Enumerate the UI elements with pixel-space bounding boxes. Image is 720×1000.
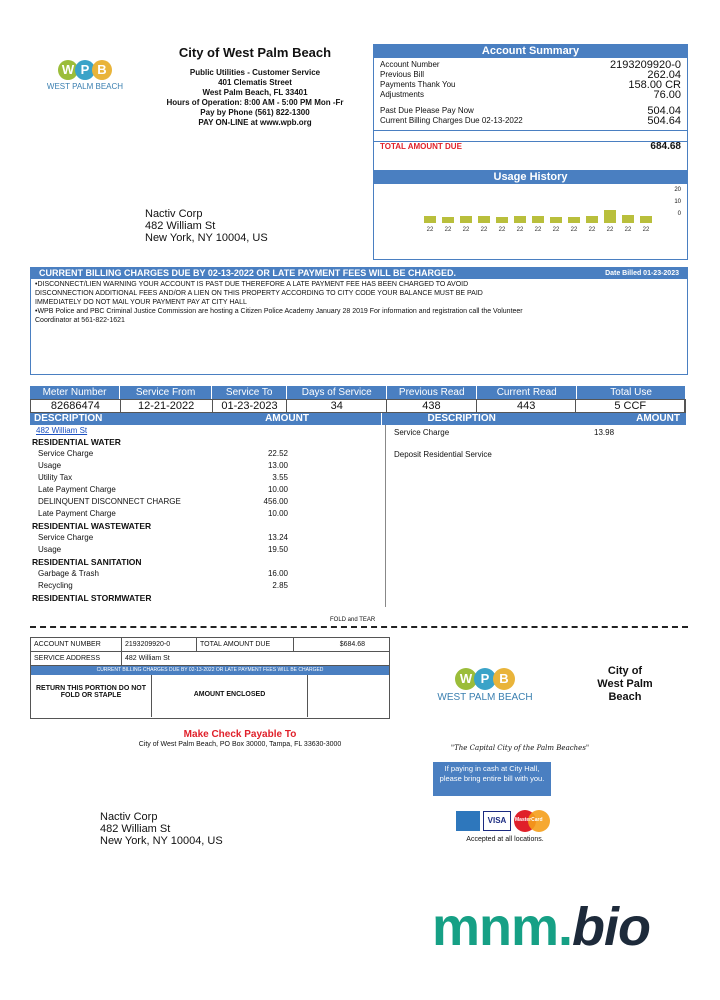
city-title: City of West Palm Beach — [178, 45, 332, 60]
usage-tick-label: 20 — [674, 187, 681, 193]
desc-header-right: DESCRIPTION — [381, 413, 541, 425]
stub-city-wpb: West Palm Beach — [597, 678, 653, 703]
logo-circle-b: B — [92, 60, 112, 80]
usage-bar-label: 22 — [480, 227, 488, 233]
summary-label: Previous Bill — [380, 70, 425, 79]
usage-bar-label: 22 — [534, 227, 542, 233]
payment-cards — [456, 810, 550, 832]
summary-row — [374, 60, 687, 70]
customer-address — [145, 208, 268, 244]
street-line: 401 Clematis Street — [218, 78, 292, 87]
stub-addr-value: 482 William St — [125, 655, 170, 662]
charge-label: Late Payment Charge — [38, 509, 116, 518]
brand-part1: mnm. — [432, 897, 573, 957]
stub-banner: CURRENT BILLING CHARGES DUE BY 02-13-2022 OR LATE PAYMENT FEES WILL BE CHARGED — [31, 666, 389, 675]
payable-address: City of West Palm Beach, PO Box 30000, Tampa, FL 33630-3000 — [138, 741, 342, 748]
usage-bar-label: 22 — [624, 227, 632, 233]
charge-line-item — [30, 580, 385, 592]
usage-bar — [568, 217, 580, 223]
summary-due-row — [374, 106, 687, 116]
summary-value: 76.00 — [653, 89, 681, 101]
total-due-value: 684.68 — [650, 141, 681, 152]
usage-history-box — [373, 170, 688, 260]
usage-bar-label: 22 — [498, 227, 506, 233]
summary-value: 262.04 — [647, 69, 681, 81]
meter-header-cell: Meter Number — [30, 386, 120, 399]
charge-label: Utility Tax — [38, 473, 73, 482]
summary-label: Payments Thank You — [380, 80, 456, 89]
meter-value-cell: 34 — [287, 400, 387, 412]
desc-header-left: DESCRIPTION — [34, 413, 103, 424]
return-text: RETURN THIS PORTION DO NOT FOLD OR STAPLE — [31, 675, 152, 717]
right-charge-label: Deposit Residential Service — [394, 450, 492, 459]
meter-value-cell: 82686474 — [31, 400, 121, 412]
charge-amount: 16.00 — [267, 569, 288, 578]
meter-value-cell: 438 — [387, 400, 477, 412]
wpb-logo-stub — [425, 668, 545, 703]
charge-label: Usage — [38, 545, 62, 554]
usage-bar-label: 22 — [516, 227, 524, 233]
stub-acct-label: ACCOUNT NUMBER — [31, 638, 122, 651]
stub-customer-name: Nactiv Corp — [100, 811, 158, 823]
wpb-logo-top — [35, 60, 135, 91]
stub-customer-street: 482 William St — [100, 823, 171, 835]
meter-value-cell: 01-23-2023 — [213, 400, 288, 412]
usage-bar — [586, 216, 598, 224]
usage-bar — [532, 216, 544, 223]
amex-icon — [456, 811, 480, 831]
charge-line-item — [30, 448, 385, 460]
stub-logo-circle-p: P — [474, 668, 496, 690]
usage-bar — [550, 217, 562, 223]
visa-icon: VISA — [483, 811, 511, 831]
accepted-note: Accepted at all locations. — [466, 836, 544, 843]
usage-bar-label: 22 — [552, 227, 560, 233]
stub-logo-circle-w: W — [455, 668, 477, 690]
summary-due-value: 504.64 — [647, 115, 681, 127]
charge-label: Usage — [38, 461, 62, 470]
cash-note: If paying in cash at City Hall, please bring entire bill with you. — [433, 762, 551, 796]
date-billed: Date Billed 01-23-2023 — [605, 270, 679, 277]
charge-line-item — [30, 460, 385, 472]
service-address-link[interactable]: 482 William St — [36, 426, 88, 435]
usage-bar — [514, 216, 526, 224]
notice-line: •WPB Police and PBC Criminal Justice Commission are hosting a Citizen Police Academy January 28 2019 For information and registration call the Volunteer — [35, 308, 523, 315]
notice-line: DISCONNECTION ADDITIONAL FEES AND/OR A LIEN ON THIS PROPERTY ACCORDING TO CITY CODE YOUR BALANCE MUST BE PAID — [35, 290, 483, 297]
meter-value-cell: 12-21-2022 — [121, 400, 213, 412]
summary-label: Account Number — [380, 60, 440, 69]
meter-header-cell: Service From — [120, 386, 212, 399]
meter-header-cell: Total Use — [577, 386, 686, 399]
meter-value-cell: 443 — [477, 400, 577, 412]
charge-line-item — [30, 532, 385, 544]
stub-logo-circle-b: B — [493, 668, 515, 690]
charge-category: RESIDENTIAL WASTEWATER — [32, 521, 152, 531]
amount-header-right: AMOUNT — [636, 413, 680, 424]
notice-line: IMMEDIATELY DO NOT MAIL YOUR PAYMENT PAY AT CITY HALL — [35, 299, 247, 306]
charge-line-item — [30, 544, 385, 556]
total-due-label: TOTAL AMOUNT DUE — [380, 142, 462, 151]
charge-line-item — [30, 508, 385, 520]
brand-watermark — [432, 896, 650, 958]
fold-text: FOLD and TEAR — [330, 617, 376, 623]
usage-bar — [424, 216, 436, 224]
brand-part2: bio — [572, 897, 651, 957]
amount-enclosed-field[interactable] — [308, 675, 389, 717]
charge-label: Recycling — [38, 581, 73, 590]
meter-header-cell: Current Read — [477, 386, 577, 399]
stub-total-label: TOTAL AMOUNT DUE — [197, 638, 294, 651]
charge-category: RESIDENTIAL SANITATION — [32, 557, 142, 567]
right-charge-item — [386, 449, 686, 461]
account-summary-title: Account Summary — [374, 45, 687, 58]
summary-value: 158.00 CR — [628, 79, 681, 91]
charge-label: Service Charge — [38, 449, 94, 458]
account-summary-box — [373, 44, 688, 171]
usage-bar — [478, 216, 490, 223]
mastercard-icon: MasterCard — [514, 810, 550, 832]
stub-customer-address — [100, 811, 223, 847]
charge-line-item — [30, 484, 385, 496]
hours-line: Hours of Operation: 8:00 AM - 5:00 PM Mon -Fr — [166, 98, 344, 107]
usage-bar — [622, 215, 634, 223]
charge-amount: 10.00 — [267, 485, 288, 494]
summary-row — [374, 90, 687, 100]
logo-caption: WEST PALM BEACH — [46, 82, 124, 91]
charge-amount: 19.50 — [267, 545, 288, 554]
notice-line: •DISCONNECT/LIEN WARNING YOUR ACCOUNT IS PAST DUE THEREFORE A LATE PAYMENT FEE HAS BEEN CHARGED TO AVOID — [35, 281, 469, 288]
charge-amount: 456.00 — [263, 497, 288, 506]
city-header — [140, 45, 370, 128]
usage-bar-label: 22 — [570, 227, 578, 233]
amount-enclosed: AMOUNT ENCLOSED — [152, 675, 308, 717]
amount-header-left: AMOUNT — [265, 413, 309, 424]
charge-label: Garbage & Trash — [38, 569, 99, 578]
usage-bar — [460, 216, 472, 223]
meter-value-cell: 5 CCF — [576, 400, 685, 412]
right-charge-label: Service Charge — [394, 428, 450, 437]
usage-bar-label: 22 — [642, 227, 650, 233]
stub-customer-city: New York, NY 10004, US — [100, 835, 223, 847]
charge-label: Service Charge — [38, 533, 94, 542]
usage-bar-label: 22 — [426, 227, 434, 233]
charge-line-item — [30, 472, 385, 484]
charge-category: RESIDENTIAL STORMWATER — [32, 593, 152, 603]
meter-table — [30, 386, 686, 413]
summary-value: 2193209920-0 — [610, 59, 681, 71]
usage-bar — [442, 217, 454, 223]
right-charge-item — [386, 427, 686, 439]
summary-row — [374, 80, 687, 90]
charge-amount: 3.55 — [272, 473, 288, 482]
usage-bar — [496, 217, 508, 223]
tear-line — [30, 626, 688, 628]
remittance-stub — [30, 637, 390, 719]
charge-line-item — [30, 496, 385, 508]
charge-amount: 22.52 — [267, 449, 288, 458]
stub-total-value: $684.68 — [339, 641, 365, 648]
usage-bar-label: 22 — [462, 227, 470, 233]
meter-header-cell: Days of Service — [287, 386, 387, 399]
usage-history-title: Usage History — [374, 171, 687, 184]
logo-circle-w: W — [58, 60, 78, 80]
online-line: PAY ON-LINE at www.wpb.org — [198, 118, 312, 127]
charge-category: RESIDENTIAL WATER — [32, 437, 121, 447]
stub-city-name — [580, 665, 670, 704]
right-charge-amount: 13.98 — [594, 428, 615, 437]
customer-street: 482 William St — [145, 220, 216, 232]
meter-header-cell: Service To — [212, 386, 287, 399]
usage-bar — [604, 210, 616, 224]
stub-logo-caption: WEST PALM BEACH — [437, 692, 533, 703]
usage-chart — [374, 185, 687, 259]
charge-amount: 2.85 — [272, 581, 288, 590]
dept-line: Public Utilities - Customer Service — [189, 68, 321, 77]
slogan: "The Capital City of the Palm Beaches" — [450, 744, 590, 752]
charges-section — [30, 413, 686, 608]
city-state-line: West Palm Beach, FL 33401 — [202, 88, 308, 97]
summary-due-value: 504.04 — [647, 105, 681, 117]
billing-notice — [30, 267, 688, 375]
usage-bar-label: 22 — [588, 227, 596, 233]
stub-city-of: City of — [607, 665, 643, 677]
usage-tick-label: 0 — [677, 211, 681, 217]
charge-amount: 13.24 — [267, 533, 288, 542]
summary-due-row — [374, 116, 687, 126]
charge-amount: 13.00 — [267, 461, 288, 470]
summary-due-label: Past Due Please Pay Now — [380, 106, 474, 115]
logo-circle-p: P — [75, 60, 95, 80]
phone-line: Pay by Phone (561) 822-1300 — [200, 108, 310, 117]
meter-header-cell: Previous Read — [387, 386, 477, 399]
usage-bar-label: 22 — [606, 227, 614, 233]
stub-acct-value: 2193209920-0 — [122, 638, 197, 651]
usage-tick-label: 10 — [674, 199, 681, 205]
customer-name: Nactiv Corp — [145, 208, 203, 220]
charge-label: Late Payment Charge — [38, 485, 116, 494]
usage-bar — [640, 216, 652, 224]
payable-title: Make Check Payable To — [183, 729, 297, 740]
charge-label: DELINQUENT DISCONNECT CHARGE — [38, 497, 181, 506]
notice-line: Coordinator at 561-822-1621 — [35, 317, 125, 324]
customer-city: New York, NY 10004, US — [145, 232, 268, 244]
stub-addr-label: SERVICE ADDRESS — [31, 652, 122, 665]
usage-bar-label: 22 — [444, 227, 452, 233]
notice-title: CURRENT BILLING CHARGES DUE BY 02-13-2022 OR LATE PAYMENT FEES WILL BE CHARGED. — [39, 268, 457, 278]
charge-line-item — [30, 568, 385, 580]
charge-amount: 10.00 — [267, 509, 288, 518]
summary-due-label: Current Billing Charges Due 02-13-2022 — [380, 116, 523, 125]
summary-label: Adjustments — [380, 90, 425, 99]
